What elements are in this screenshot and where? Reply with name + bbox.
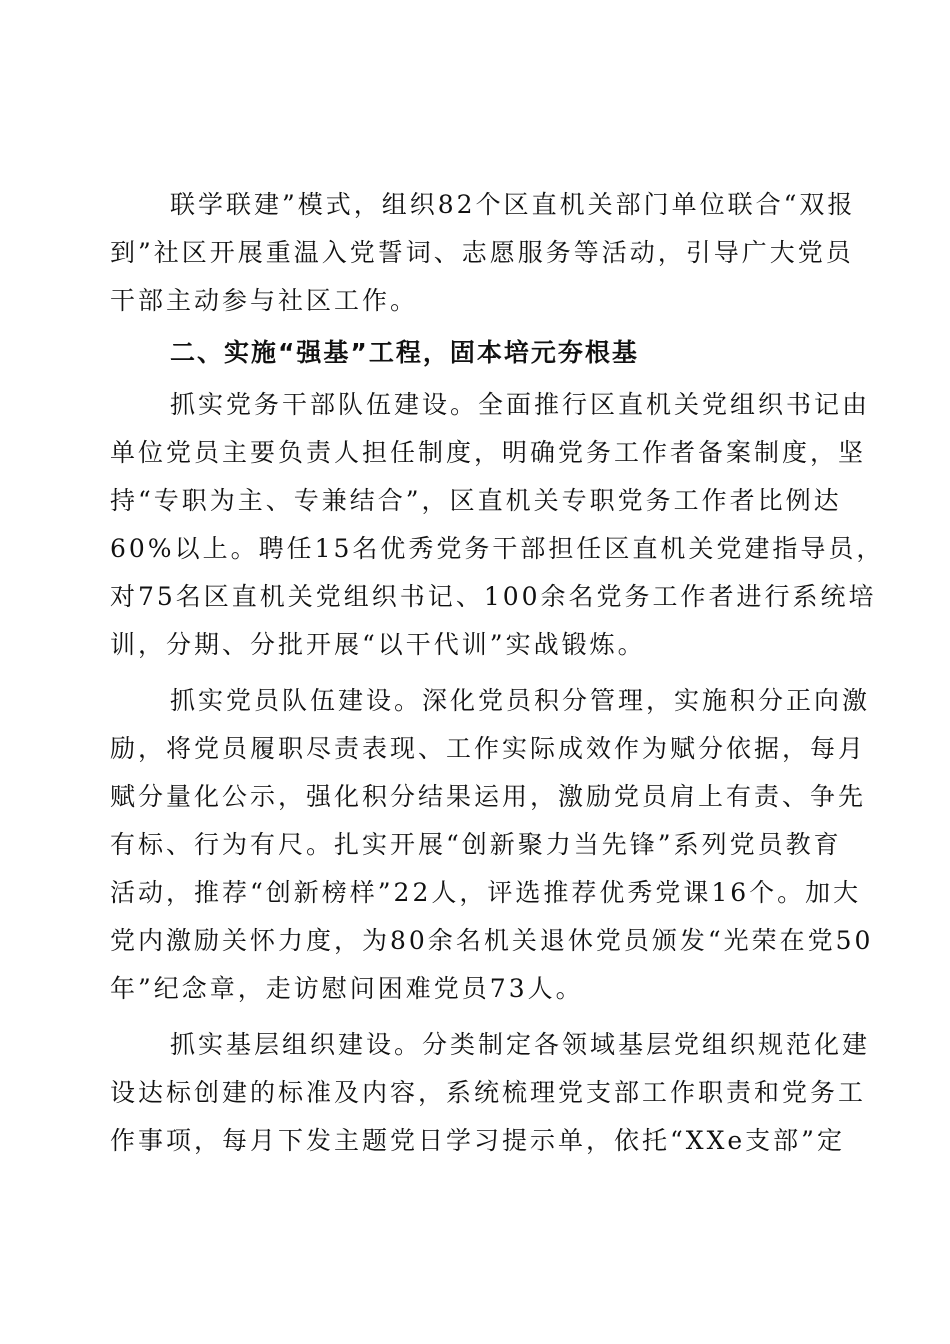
text-line: 励，将党员履职尽责表现、工作实际成效作为赋分依据，每月: [110, 734, 867, 763]
text-line: 党内激励关怀力度，为80余名机关退休党员颁发“光荣在党50: [110, 926, 874, 955]
text-line: 赋分量化公示，强化积分结果运用，激励党员肩上有责、争先: [110, 782, 867, 811]
text-line: 抓实基层组织建设。分类制定各领域基层党组织规范化建: [170, 1030, 871, 1059]
text-line: 抓实党员队伍建设。深化党员积分管理，实施积分正向激: [170, 686, 871, 715]
text-line: 活动，推荐“创新榜样”22人，评选推荐优秀党课16个。加大: [110, 878, 862, 907]
text-line: 设达标创建的标准及内容，系统梳理党支部工作职责和党务工: [110, 1078, 867, 1107]
text-line: 到”社区开展重温入党誓词、志愿服务等活动，引导广大党员: [110, 238, 854, 267]
text-line: 训，分期、分批开展“以干代训”实战锻炼。: [110, 630, 646, 659]
text-line: 干部主动参与社区工作。: [110, 286, 419, 315]
text-line: 年”纪念章，走访慰问困难党员73人。: [110, 974, 584, 1003]
section-heading: 二、实施“强基”工程，固本培元夯根基: [170, 338, 639, 367]
text-line: 作事项，每月下发主题党日学习提示单，依托“XXe支部”定: [110, 1126, 845, 1155]
text-line: 抓实党务干部队伍建设。全面推行区直机关党组织书记由: [170, 390, 871, 419]
text-line: 有标、行为有尺。扎实开展“创新聚力当先锋”系列党员教育: [110, 830, 842, 859]
text-line: 联学联建”模式，组织82个区直机关部门单位联合“双报: [170, 190, 856, 219]
text-line: 单位党员主要负责人担任制度，明确党务工作者备案制度，坚: [110, 438, 867, 467]
text-line: 60%以上。聘任15名优秀党务干部担任区直机关党建指导员，: [110, 534, 885, 563]
text-line: 持“专职为主、专兼结合”，区直机关专职党务工作者比例达: [110, 486, 842, 515]
text-line: 对75名区直机关党组织书记、100余名党务工作者进行系统培: [110, 582, 877, 611]
